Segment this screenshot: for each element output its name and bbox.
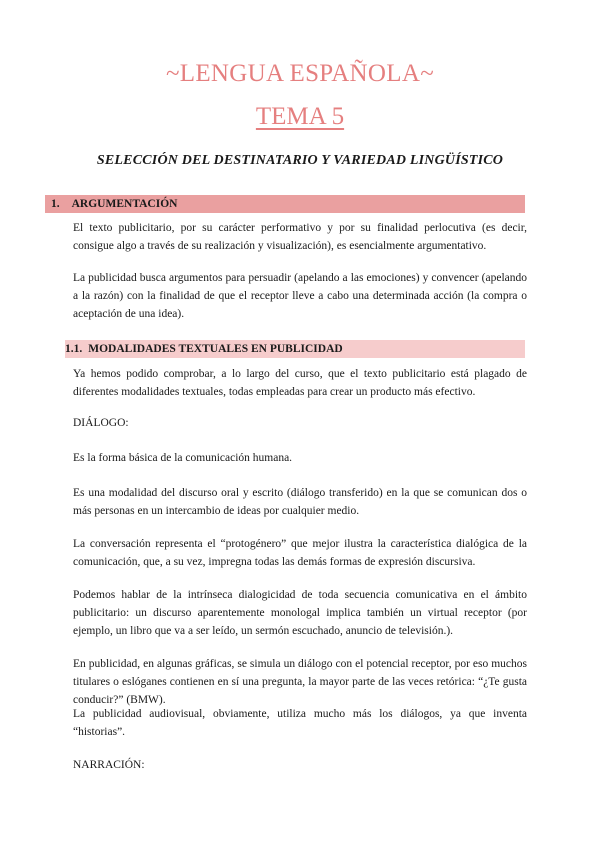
paragraph: La publicidad busca argumentos para persuadir (apelando a las emociones) y convencer (apelando a la razón) con la finalidad de que el receptor lleve a cabo una determinada acción (la compra o aceptación de una idea). [73, 272, 527, 320]
section-number: 1. [51, 198, 60, 210]
paragraph: En publicidad, en algunas gráficas, se simula un diálogo con el potencial receptor, por eso muchos titulares o eslóganes contienen en sí una pregunta, la mayor parte de las veces retórica: “¿Te gusta conducir?” (BMW). [73, 658, 527, 706]
paragraph: Es una modalidad del discurso oral y escrito (diálogo transferido) en la que se comunican dos o más personas en un intercambio de ideas por cualquier medio. [73, 487, 527, 517]
subheading-dialogo: DIÁLOGO: [73, 417, 129, 429]
section-heading-modalidades [65, 340, 525, 358]
topic-heading: SELECCIÓN DEL DESTINATARIO Y VARIEDAD LINGÜÍSTICO [96, 153, 504, 168]
subheading-narracion: NARRACIÓN: [73, 759, 145, 771]
paragraph: La conversación representa el “protogénero” que mejor ilustra la característica dialógica de la comunicación, que, a su vez, impregna todas las demás formas de expresión discursiva. [73, 538, 527, 568]
document-subtitle: TEMA 5 [255, 103, 345, 130]
section-label: MODALIDADES TEXTUALES EN PUBLICIDAD [88, 343, 343, 355]
section-number: 1.1. [65, 343, 83, 355]
paragraph: Podemos hablar de la intrínseca dialogicidad de toda secuencia comunicativa en el ámbito publicitario: un discurso aparentemente monologal implica también un virtual receptor (por ejemplo, un libro que va a ser leído, un sermón escuchado, anuncio de televisión.). [73, 589, 527, 637]
paragraph: Ya hemos podido comprobar, a lo largo del curso, que el texto publicitario está plagado de diferentes modalidades textuales, todas empleadas para crear un producto más efectivo. [73, 368, 527, 398]
paragraph: La publicidad audiovisual, obviamente, utiliza mucho más los diálogos, ya que inventa “historias”. [73, 708, 527, 738]
section-label: ARGUMENTACIÓN [71, 198, 178, 210]
paragraph: Es la forma básica de la comunicación humana. [73, 452, 293, 464]
document-title: ~LENGUA ESPAÑOLA~ [165, 60, 435, 87]
paragraph: El texto publicitario, por su carácter performativo y por su finalidad perlocutiva (es decir, consigue algo a través de su realización y visualización), es esencialmente argumentativo. [73, 222, 527, 252]
section-heading-argumentacion [45, 195, 525, 213]
